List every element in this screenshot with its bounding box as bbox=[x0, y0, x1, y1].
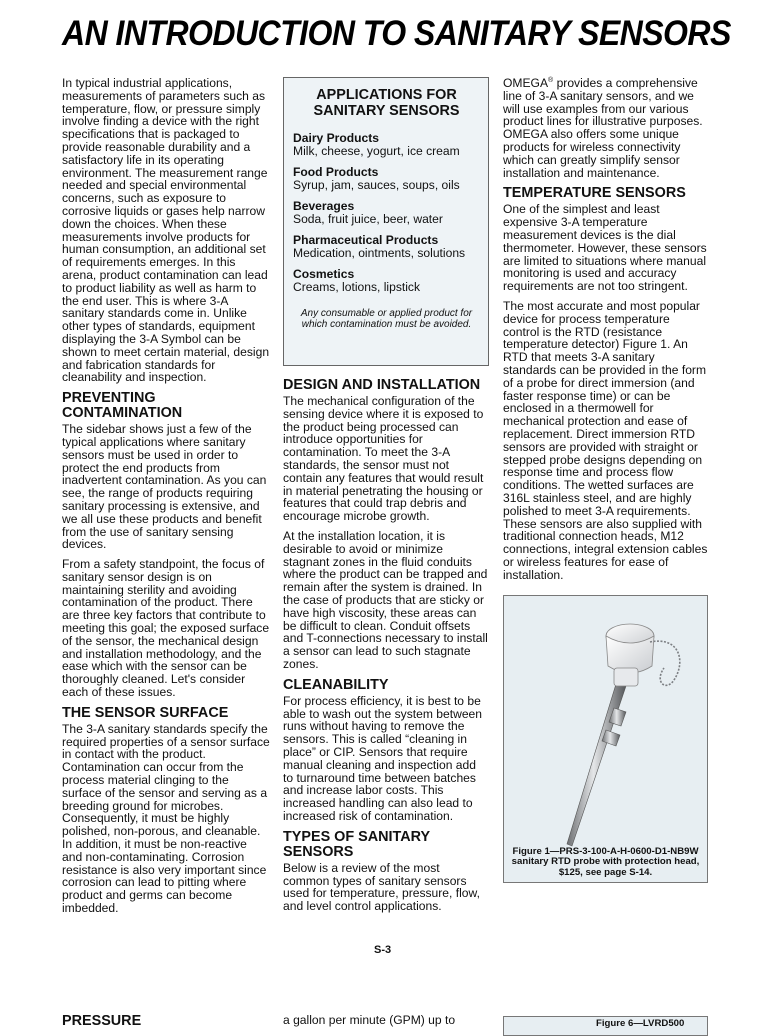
sidebar-item-label: Dairy Products bbox=[293, 131, 380, 145]
omega-paragraph-text: provides a comprehensive line of 3-A sanitary sensors, and we will use examples from our various product lines for illustrative purposes. OMEGA also offers some unique products for wireless connectivity which can greatly simplify sensor installation and maintenance. bbox=[503, 76, 703, 180]
clean-paragraph-1: For process efficiency, it is best to be able to wash out the system between runs without having to remove the sensors. This is called “cleaning in place” or CIP. Sensors that require manual cleaning and inspection add to turnaround time between batches and increase labor costs. This increased handling can also lead to increased risk of contamination. bbox=[283, 693, 482, 823]
figure-1 bbox=[503, 595, 708, 883]
preventing-paragraph-1: The sidebar shows just a few of the typical applications where sanitary sensors must be used in order to protect the end products from inadvertent contamination. As you can see, the range of products requiring sanitary processing is extensive, and we all use these products and benefit from the use of sanitary sensing devices. bbox=[62, 422, 267, 552]
figure-caption: Figure 1—PRS-3-100-A-H-0600-D1-NB9W sanitary RTD probe with protection head, $125, see page S-14. bbox=[511, 845, 700, 878]
sidebar-item bbox=[293, 200, 480, 226]
omega-paragraph bbox=[503, 77, 708, 179]
page-number: S-3 bbox=[374, 944, 392, 956]
applications-sidebar bbox=[283, 77, 489, 366]
temp-paragraph-1: One of the simplest and least expensive 3-A temperature measurement devices is the dial thermometer. However, these sensors are limited to situations where manual monitoring is used and accuracy requirements are not too stringent. bbox=[503, 202, 707, 294]
design-paragraph-2: At the installation location, it is desirable to avoid or minimize stagnant zones in the fluid conduits where the product can be trapped and remain after the system is drained. In the case of products that are sticky or have high viscosity, these areas can be difficult to clean. Conduit offsets and T-connections necessary to install a sensor can lead to such stagnate zones. bbox=[283, 528, 488, 671]
next-figure-box bbox=[503, 1016, 708, 1036]
sidebar-item bbox=[293, 132, 480, 158]
sidebar-item-label: Pharmaceutical Products bbox=[293, 233, 439, 247]
sidebar-item bbox=[293, 234, 480, 260]
heading-design-installation: DESIGN AND INSTALLATION bbox=[283, 377, 481, 393]
heading-sensor-surface: THE SENSOR SURFACE bbox=[62, 704, 229, 721]
types-paragraph-1: Below is a review of the most common types of sanitary sensors used for temperature, pressure, flow, and level control applications. bbox=[283, 860, 480, 914]
next-page-text: a gallon per minute (GPM) up to bbox=[283, 1013, 456, 1027]
heading-types-of-sensors: TYPES OF SANITARY SENSORS bbox=[283, 828, 430, 860]
sidebar-item-desc: Medication, ointments, solutions bbox=[293, 246, 466, 260]
rtd-probe-image bbox=[504, 596, 707, 882]
sidebar-item bbox=[293, 268, 480, 294]
sidebar-item-label: Beverages bbox=[293, 199, 355, 213]
sidebar-item-desc: Soda, fruit juice, beer, water bbox=[293, 212, 443, 226]
sidebar-item-desc: Creams, lotions, lipstick bbox=[293, 280, 421, 294]
intro-paragraph: In typical industrial applications, measurements of parameters such as temperature, flow, or pressure simply involve finding a device with the right specifications that is packaged to provide reasonable durability and a satisfactory life in its operating environment. The measurement range needed and special environmental concerns, such as exposure to corrosive liquids or gases help narrow down the choices. When these measurements involve products for human consumption, an additional set of requirements emerges. In this arena, product contamination can lead to product liability as well as harm to the end user. This is where 3-A sanitary standards come in. Unlike other types of standards, equipment displaying the 3-A Symbol can be shown to meet certain material, design and fabrication standards for cleanability and inspection. bbox=[62, 76, 270, 385]
column-3 bbox=[503, 77, 708, 883]
page-title: AN INTRODUCTION TO SANITARY SENSORS bbox=[62, 14, 731, 53]
protection-head bbox=[606, 624, 680, 686]
omega-brand: OMEGA bbox=[503, 76, 549, 90]
sidebar-item-desc: Syrup, jam, sauces, soups, oils bbox=[293, 178, 460, 192]
next-figure-caption: Figure 6—LVRD500 bbox=[596, 1018, 685, 1029]
next-page-heading: PRESSURE bbox=[62, 1013, 142, 1029]
registered-mark: ® bbox=[548, 76, 554, 84]
heading-temperature-sensors: TEMPERATURE SENSORS bbox=[503, 185, 686, 202]
column-1 bbox=[62, 77, 270, 922]
sidebar-item bbox=[293, 166, 480, 192]
surface-paragraph-1: The 3-A sanitary standards specify the required properties of a sensor surface in contact with the product. Contamination can occur from the process material clinging to the surface of the sensor and serving as a breeding ground for microbes. Consequently, it must be highly polished, non-porous, and cleanable. In addition, it must be non-reactive and non-contaminating. Corrosion resistance is also very important since corrosion can lead to pitting where product and germs can become imbedded. bbox=[62, 721, 270, 916]
sidebar-item-label: Cosmetics bbox=[293, 267, 355, 281]
preventing-paragraph-2: From a safety standpoint, the focus of sanitary sensor design is on maintaining sterility and avoiding contamination of the product. There are three key factors that contribute to meeting this goal; the exposed surface of the sensor, the mechanical design and installation methodology, and the ease which with the sensor can be thoroughly cleaned. Let's consider each of these issues. bbox=[62, 557, 270, 700]
design-paragraph-1: The mechanical configuration of the sensing device where it is exposed to the product being processed can introduce opportunities for contamination. To meet the 3-A standards, the sensor must not contain any features that would result in material penetrating the housing or features that could trap debris and encourage microbe growth. bbox=[283, 394, 484, 524]
heading-preventing-contamination: PREVENTING CONTAMINATION bbox=[62, 390, 183, 422]
sidebar-title: APPLICATIONS FOR SANITARY SENSORS bbox=[313, 87, 460, 119]
column-2 bbox=[283, 77, 489, 920]
sidebar-item-desc: Milk, cheese, yogurt, ice cream bbox=[293, 144, 460, 158]
heading-cleanability: CLEANABILITY bbox=[283, 676, 389, 693]
probe-stem bbox=[567, 684, 626, 846]
sidebar-item-label: Food Products bbox=[293, 165, 379, 179]
sidebar-note: Any consumable or applied product for which contamination must be avoided. bbox=[300, 308, 473, 331]
temp-paragraph-2: The most accurate and most popular device for process temperature control is the RTD (resistance temperature detector) Figure 1. An RTD that meets 3-A sanitary standards can be provided in the form of a probe for direct immersion (and faster response time) or can be enclosed in a thermowell for mechanical protection and ease of replacement. Direct immersion RTD sensors are provided with straight or stepped probe designs depending on response time and process flow conditions. The wetted surfaces are 316L stainless steel, and are highly polished to meet 3-A requirements. These sensors are also supplied with traditional connection heads, M12 connections, integral extension cables or wireless features for ease of installation. bbox=[503, 298, 708, 582]
